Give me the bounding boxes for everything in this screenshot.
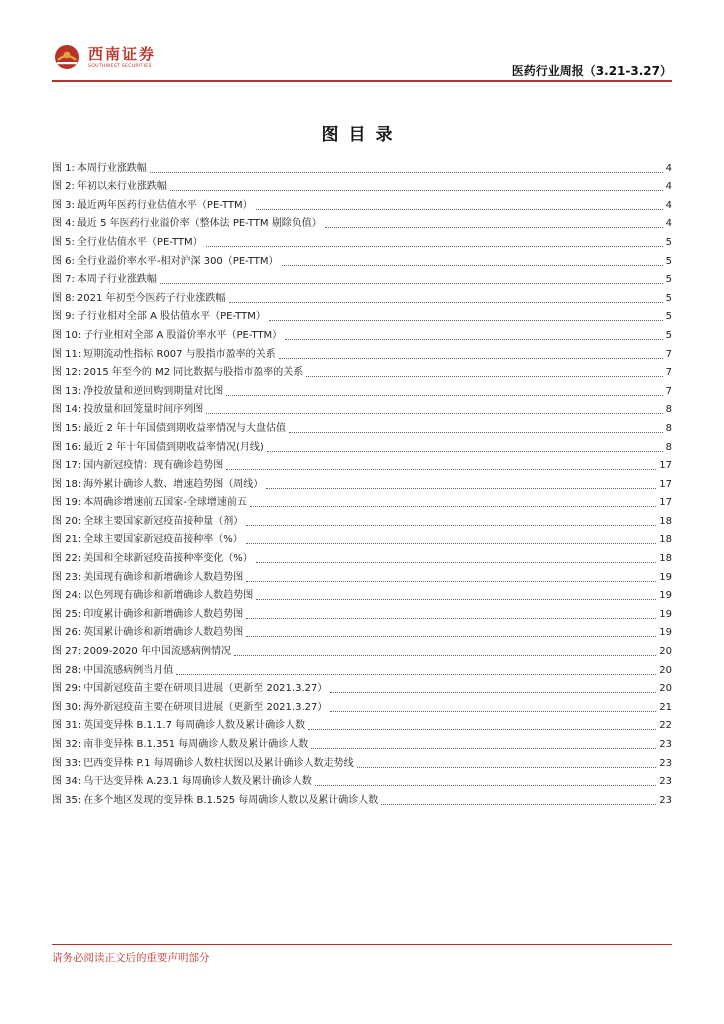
toc-entry[interactable] (52, 491, 672, 510)
toc-entry-label: 图 18: (52, 478, 82, 490)
toc-dot-leader (229, 302, 663, 303)
toc-entry[interactable] (52, 509, 672, 528)
toc-entry[interactable] (52, 230, 672, 249)
logo-text-cn: 西南证券 (88, 45, 157, 63)
toc-entry-label: 图 21: (52, 534, 82, 546)
toc-entry-page: 23 (659, 776, 672, 788)
toc-dot-leader (206, 246, 663, 247)
toc-entry[interactable] (52, 528, 672, 547)
toc-entry[interactable] (52, 472, 672, 491)
toc-dot-leader (170, 190, 663, 191)
toc-entry-title: 在多个地区发现的变异株 B.1.525 每周确诊人数以及累计确诊人数 (83, 794, 379, 806)
toc-entry-page: 17 (659, 478, 672, 490)
toc-entry-label: 图 20: (52, 515, 82, 527)
toc-dot-leader (330, 711, 656, 712)
toc-entry-title: 中国流感病例当月值 (83, 664, 174, 676)
toc-entry-page: 5 (665, 255, 672, 267)
toc-entry[interactable] (52, 361, 672, 380)
toc-entry-title: 最近 2 年十年国债到期收益率情况(月线) (83, 441, 264, 453)
toc-entry-label: 图 33: (52, 757, 82, 769)
company-logo (52, 40, 212, 80)
toc-dot-leader (282, 265, 663, 266)
toc-entry-label: 图 23: (52, 571, 82, 583)
toc-entry-label: 图 19: (52, 497, 82, 509)
toc-entry[interactable] (52, 714, 672, 733)
toc-entry-label: 图 15: (52, 422, 82, 434)
logo-sun-icon (54, 44, 80, 70)
toc-entry-label: 图 5: (52, 236, 75, 248)
toc-entry[interactable] (52, 398, 672, 417)
toc-entry-label: 图 12: (52, 367, 82, 379)
toc-entry-title: 最近两年医药行业估值水平（PE-TTM） (76, 199, 253, 211)
toc-entry-page: 17 (659, 497, 672, 509)
toc-entry-label: 图 29: (52, 683, 82, 695)
toc-dot-leader (306, 376, 662, 377)
toc-entry-title: 南非变异株 B.1.351 每周确诊人数及累计确诊人数 (83, 739, 309, 750)
toc-entry-label: 图 10: (52, 329, 82, 341)
toc-dot-leader (206, 413, 662, 414)
toc-entry-page: 23 (659, 739, 672, 750)
toc-entry-title: 全球主要国家新冠疫苗接种量（剂） (83, 515, 244, 527)
toc-entry-title: 印度累计确诊和新增确诊人数趋势图 (83, 608, 244, 620)
toc-entry[interactable] (52, 286, 672, 305)
page-title: 图目录 (321, 125, 403, 145)
toc-dot-leader (381, 804, 656, 805)
toc-entry-label: 图 11: (52, 348, 82, 360)
footer-divider (52, 944, 672, 945)
toc-dot-leader (234, 655, 656, 656)
header-divider (52, 80, 672, 82)
toc-entry[interactable] (52, 658, 672, 677)
toc-entry-title: 2015 年至今的 M2 同比数据与股指市盈率的关系 (83, 367, 304, 379)
toc-entry-label: 图 17: (52, 460, 82, 472)
toc-entry-title: 本周子行业涨跌幅 (76, 274, 157, 286)
toc-entry-label: 图 32: (52, 739, 82, 750)
toc-entry-page: 5 (665, 274, 672, 286)
toc-entry-page: 19 (659, 608, 672, 620)
toc-entry[interactable] (52, 732, 672, 751)
toc-entry-page: 20 (659, 646, 672, 658)
toc-entry-title: 英国变异株 B.1.1.7 每周确诊人数及累计确诊人数 (83, 720, 306, 732)
toc-entry[interactable] (52, 268, 672, 287)
logo-text-en: SOUTHWEST SECURITIES (88, 64, 152, 69)
footer-disclaimer: 请务必阅读正文后的重要声明部分 (52, 952, 210, 964)
toc-dot-leader (246, 543, 656, 544)
toc-entry-page: 4 (665, 162, 672, 174)
toc-entry-title: 2021 年初至今医药子行业涨跌幅 (76, 292, 226, 304)
toc-entry[interactable] (52, 677, 672, 696)
toc-entry-page: 7 (665, 348, 672, 360)
toc-entry-title: 本周行业涨跌幅 (76, 162, 147, 174)
toc-entry-page: 23 (659, 794, 672, 806)
toc-entry-label: 图 9: (52, 311, 75, 323)
figure-list (52, 156, 672, 807)
toc-entry-label: 图 13: (52, 385, 82, 397)
toc-entry-page: 5 (665, 292, 672, 304)
toc-dot-leader (256, 562, 656, 563)
toc-entry-page: 19 (659, 571, 672, 583)
toc-entry-title: 2009-2020 年中国流感病例情况 (83, 646, 231, 658)
toc-entry[interactable] (52, 639, 672, 658)
toc-entry-label: 图 24: (52, 590, 82, 602)
toc-entry-label: 图 3: (52, 199, 75, 211)
toc-entry-page: 23 (659, 757, 672, 769)
toc-entry-page: 19 (659, 627, 672, 639)
toc-entry-title: 巴西变异株 P.1 每周确诊人数柱状图以及累计确诊人数走势线 (83, 757, 354, 769)
toc-dot-leader (315, 785, 657, 786)
toc-entry-page: 18 (659, 534, 672, 546)
toc-dot-leader (269, 320, 663, 321)
toc-entry-page: 5 (665, 236, 672, 248)
toc-entry[interactable] (52, 175, 672, 194)
toc-entry-label: 图 31: (52, 720, 82, 732)
toc-entry-label: 图 4: (52, 218, 75, 230)
toc-entry[interactable] (52, 770, 672, 789)
toc-entry-title: 乌干达变异株 A.23.1 每周确诊人数及累计确诊人数 (83, 776, 312, 788)
toc-entry-title: 年初以来行业涨跌幅 (76, 181, 167, 193)
toc-entry-title: 海外累计确诊人数、增速趋势图（周线） (83, 478, 264, 490)
toc-entry-page: 8 (665, 404, 672, 416)
toc-entry-title: 子行业相对全部 A 股溢价率水平（PE-TTM） (83, 329, 283, 341)
toc-entry-label: 图 22: (52, 553, 82, 565)
toc-entry-page: 18 (659, 515, 672, 527)
toc-entry-label: 图 1: (52, 162, 75, 174)
toc-entry-title: 子行业相对全部 A 股估值水平（PE-TTM） (76, 311, 266, 323)
toc-entry-page: 7 (665, 367, 672, 379)
toc-entry-page: 22 (659, 720, 672, 732)
toc-entry-page: 19 (659, 590, 672, 602)
toc-dot-leader (256, 209, 663, 210)
toc-entry-page: 18 (659, 553, 672, 565)
toc-dot-leader (330, 692, 656, 693)
toc-entry-page: 20 (659, 664, 672, 676)
toc-entry-page: 7 (665, 385, 672, 397)
toc-dot-leader (250, 506, 656, 507)
toc-entry[interactable] (52, 454, 672, 473)
toc-dot-leader (285, 339, 662, 340)
toc-entry-label: 图 25: (52, 608, 82, 620)
toc-dot-leader (267, 451, 663, 452)
toc-entry[interactable] (52, 565, 672, 584)
toc-entry-title: 海外新冠疫苗主要在研项目进展（更新至 2021.3.27） (83, 701, 328, 713)
page-header (52, 40, 672, 80)
toc-entry[interactable] (52, 305, 672, 324)
toc-entry-label: 图 27: (52, 646, 82, 658)
toc-entry[interactable] (52, 621, 672, 640)
toc-dot-leader (325, 227, 663, 228)
toc-dot-leader (308, 729, 656, 730)
toc-entry-label: 图 14: (52, 404, 82, 416)
toc-entry[interactable] (52, 249, 672, 268)
toc-entry-label: 图 35: (52, 794, 82, 806)
toc-entry-page: 4 (665, 199, 672, 211)
toc-entry-label: 图 2: (52, 181, 75, 193)
toc-dot-leader (311, 748, 656, 749)
toc-dot-leader (266, 488, 656, 489)
toc-dot-leader (289, 432, 663, 433)
toc-entry-title: 全球主要国家新冠疫苗接种率（%） (83, 534, 243, 546)
toc-dot-leader (256, 599, 656, 600)
toc-entry-title: 英国累计确诊和新增确诊人数趋势图 (83, 627, 244, 639)
toc-entry[interactable] (52, 751, 672, 770)
toc-entry[interactable] (52, 416, 672, 435)
toc-entry-page: 5 (665, 311, 672, 323)
toc-entry-title: 本周确诊增速前五国家-全球增速前五 (83, 497, 247, 509)
toc-entry[interactable] (52, 156, 672, 175)
toc-entry[interactable] (52, 788, 672, 807)
toc-entry[interactable] (52, 379, 672, 398)
toc-entry-page: 4 (665, 181, 672, 193)
toc-entry[interactable] (52, 695, 672, 714)
toc-entry-title: 中国新冠疫苗主要在研项目进展（更新至 2021.3.27） (83, 683, 328, 695)
toc-entry-title: 全行业估值水平（PE-TTM） (76, 236, 203, 248)
toc-dot-leader (357, 767, 657, 768)
toc-dot-leader (176, 674, 656, 675)
toc-dot-leader (160, 283, 663, 284)
toc-entry-page: 5 (665, 329, 672, 341)
toc-dot-leader (226, 395, 662, 396)
toc-entry[interactable] (52, 602, 672, 621)
toc-entry-title: 以色列现有确诊和新增确诊人数趋势图 (83, 590, 254, 602)
toc-entry-page: 20 (659, 683, 672, 695)
toc-dot-leader (279, 358, 663, 359)
toc-entry-title: 投放量和回笼量时间序列图 (83, 404, 204, 416)
toc-dot-leader (226, 469, 656, 470)
report-title: 医药行业周报（3.21-3.27） (511, 64, 672, 78)
toc-entry-label: 图 7: (52, 274, 75, 286)
toc-dot-leader (246, 618, 656, 619)
toc-entry[interactable] (52, 584, 672, 603)
toc-entry-label: 图 8: (52, 292, 75, 304)
toc-entry[interactable] (52, 546, 672, 565)
toc-entry-title: 净投放量和逆回购到期量对比图 (83, 385, 224, 397)
toc-dot-leader (246, 636, 656, 637)
toc-entry-title: 美国现有确诊和新增确诊人数趋势图 (83, 571, 244, 583)
toc-entry-title: 全行业溢价率水平-相对沪深 300（PE-TTM） (76, 255, 279, 267)
toc-entry-page: 4 (665, 218, 672, 230)
toc-entry-page: 8 (665, 422, 672, 434)
toc-entry-title: 美国和全球新冠疫苗接种率变化（%） (83, 553, 253, 565)
toc-entry[interactable] (52, 323, 672, 342)
toc-entry-label: 图 26: (52, 627, 82, 639)
toc-entry-title: 短期流动性指标 R007 与股指市盈率的关系 (83, 348, 276, 360)
toc-entry-title: 最近 2 年十年国债到期收益率情况与大盘估值 (83, 422, 287, 434)
toc-entry-page: 17 (659, 460, 672, 472)
toc-entry-page: 21 (659, 701, 672, 713)
toc-entry-label: 图 34: (52, 776, 82, 788)
toc-entry-page: 8 (665, 441, 672, 453)
toc-entry-title: 最近 5 年医药行业溢价率（整体法 PE-TTM 剔除负值） (76, 218, 322, 230)
toc-entry[interactable] (52, 342, 672, 361)
toc-entry-label: 图 16: (52, 441, 82, 453)
toc-entry-label: 图 28: (52, 664, 82, 676)
toc-entry-label: 图 30: (52, 701, 82, 713)
toc-entry-title: 国内新冠疫情：现有确诊趋势图 (83, 460, 224, 472)
toc-dot-leader (246, 525, 656, 526)
toc-dot-leader (246, 581, 656, 582)
toc-entry[interactable] (52, 193, 672, 212)
toc-entry[interactable] (52, 435, 672, 454)
toc-entry-label: 图 6: (52, 255, 75, 267)
toc-dot-leader (150, 172, 663, 173)
toc-entry[interactable] (52, 212, 672, 231)
